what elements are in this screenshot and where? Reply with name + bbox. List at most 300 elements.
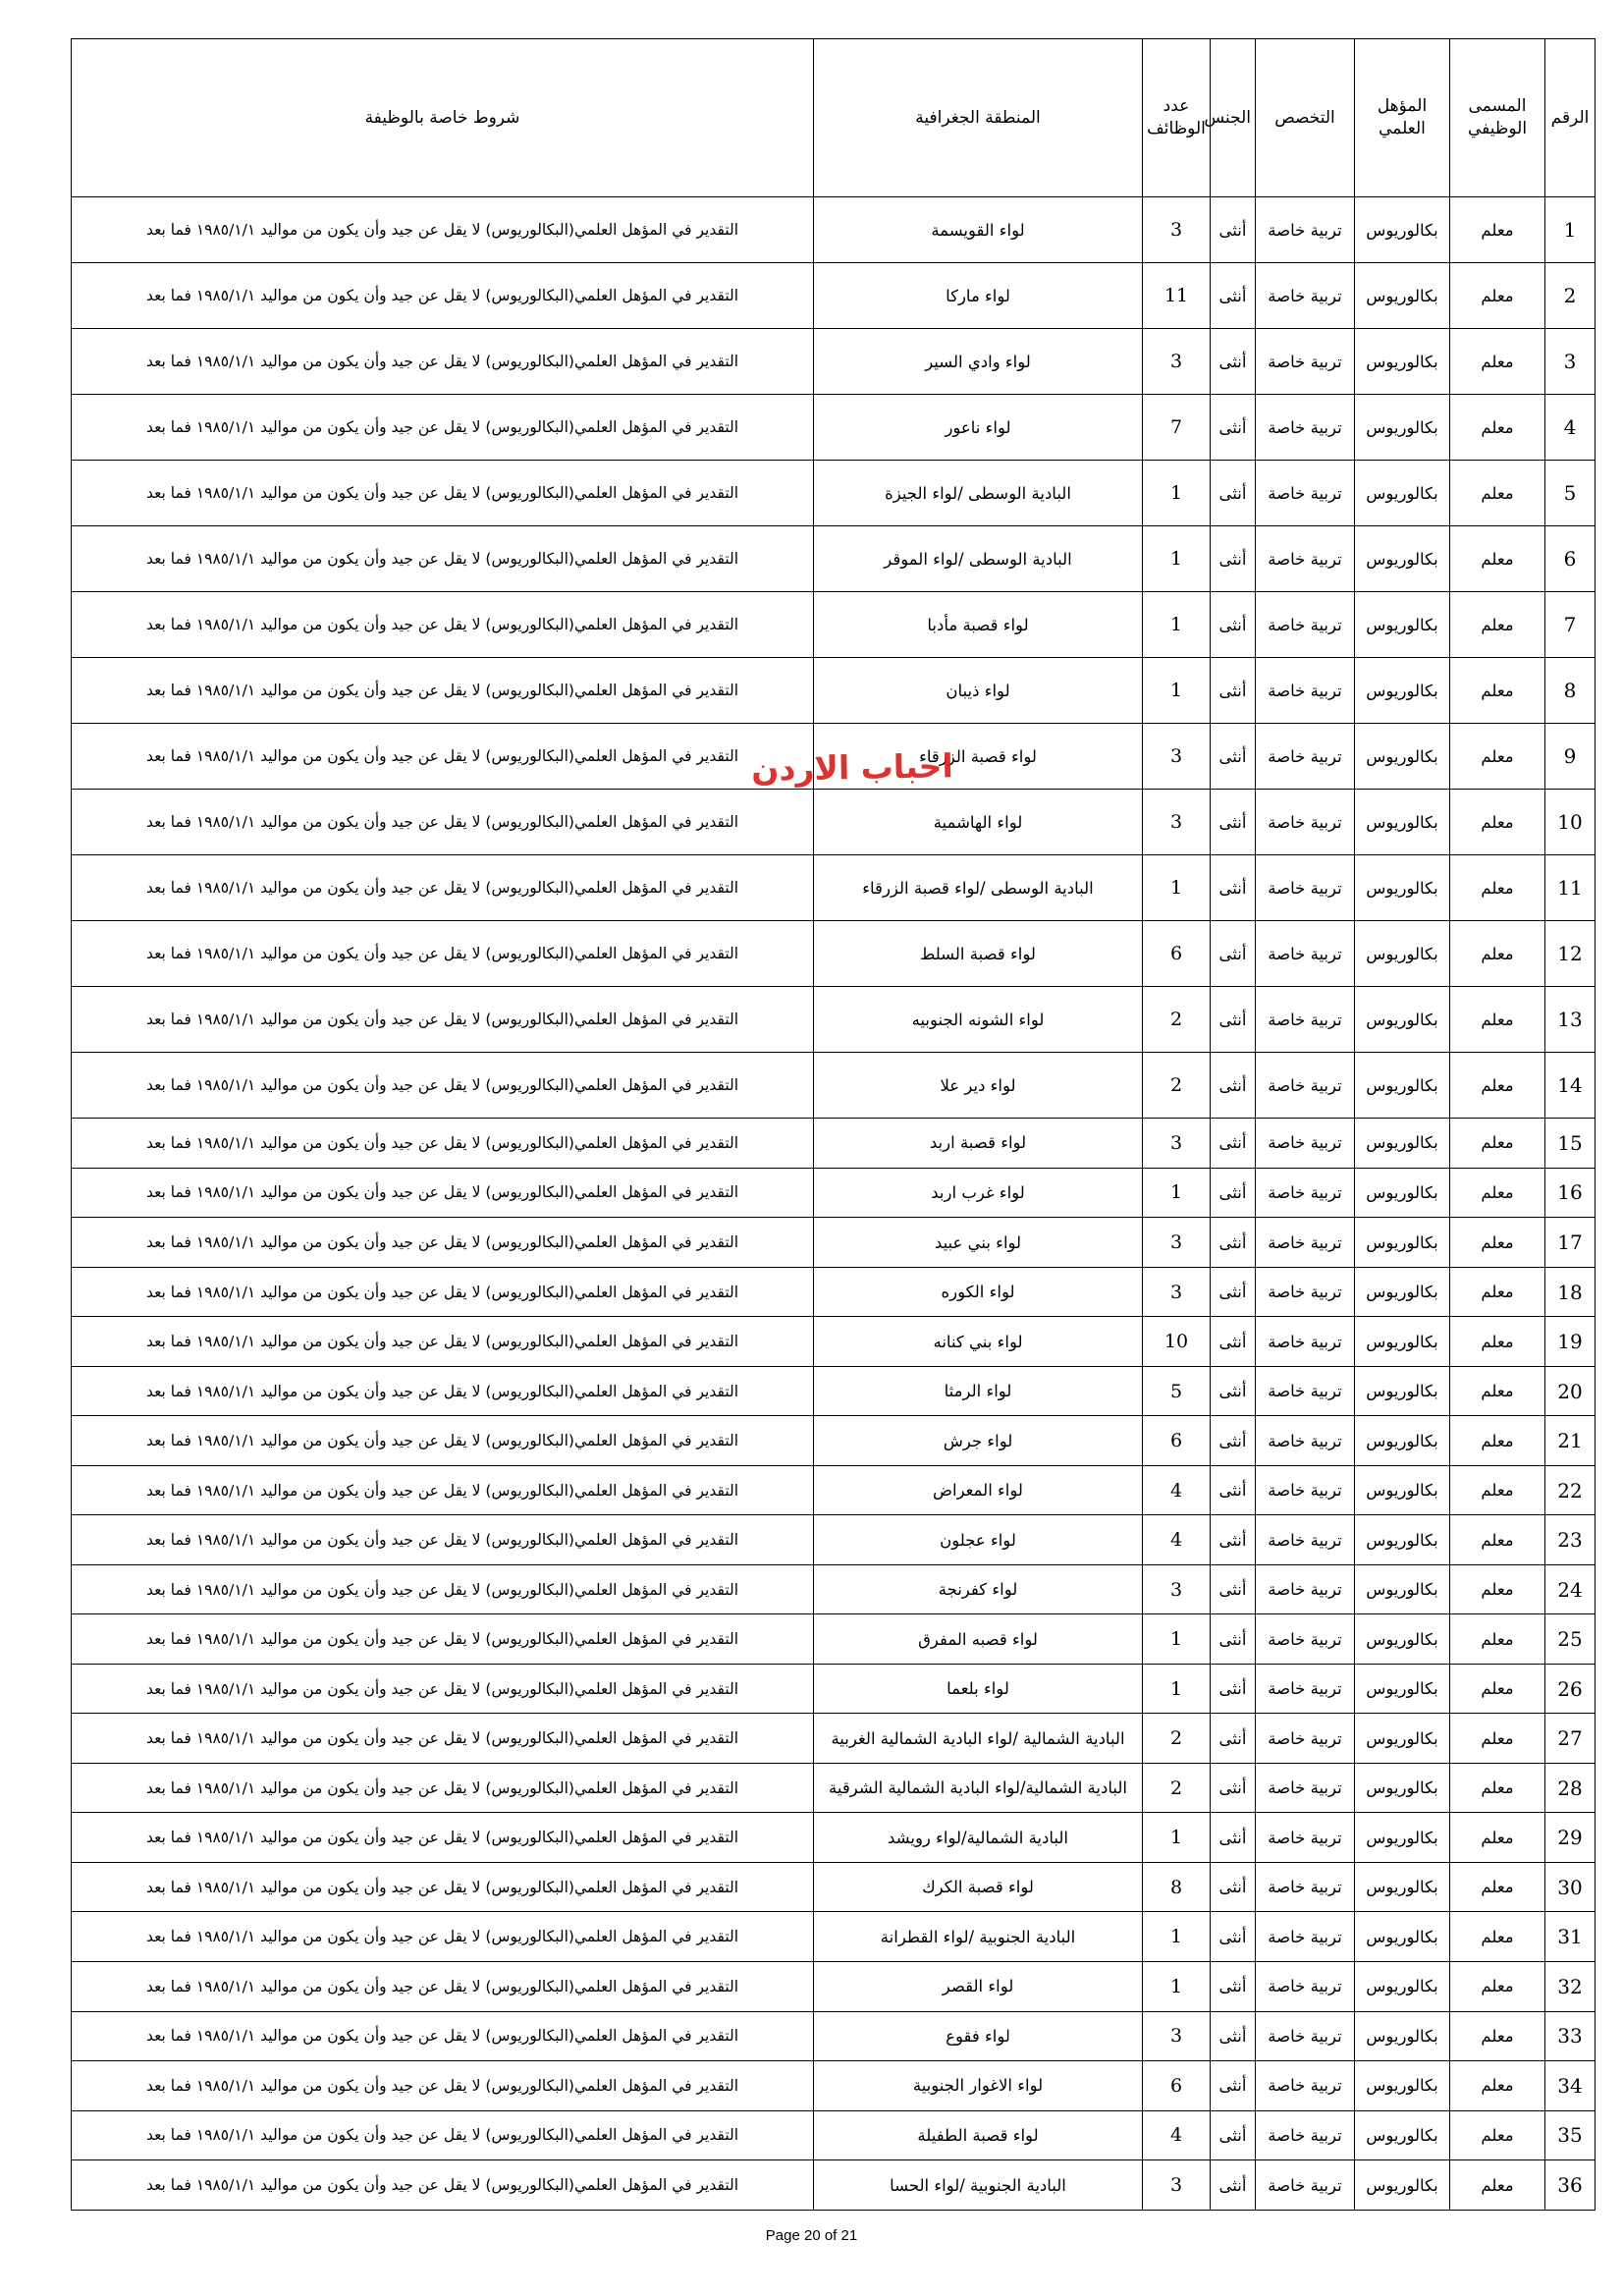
- conditions-cell: التقدير في المؤهل العلمي(البكالوريوس) لا يقل عن جيد وأن يكون من مواليد ١٩٨٥/١/١ فما بعد: [72, 526, 814, 592]
- qualification-cell: بكالوريوس: [1355, 1053, 1450, 1119]
- table-row: [72, 592, 1596, 658]
- gender-cell: أنثى: [1211, 2110, 1256, 2160]
- job-title-cell: معلم: [1450, 1053, 1545, 1119]
- gender-cell: أنثى: [1211, 263, 1256, 329]
- table-row: [72, 263, 1596, 329]
- conditions-cell: التقدير في المؤهل العلمي(البكالوريوس) لا يقل عن جيد وأن يكون من مواليد ١٩٨٥/١/١ فما بعد: [72, 1053, 814, 1119]
- specialization-cell: تربية خاصة: [1256, 1564, 1355, 1614]
- table-row: [72, 461, 1596, 526]
- job-title-cell: معلم: [1450, 1813, 1545, 1863]
- row-number-cell: 25: [1545, 1614, 1596, 1665]
- qualification-cell: بكالوريوس: [1355, 263, 1450, 329]
- job-count-cell: 2: [1143, 1714, 1211, 1764]
- conditions-cell: التقدير في المؤهل العلمي(البكالوريوس) لا يقل عن جيد وأن يكون من مواليد ١٩٨٥/١/١ فما بعد: [72, 2011, 814, 2061]
- row-number-cell: 22: [1545, 1465, 1596, 1515]
- specialization-cell: تربية خاصة: [1256, 2160, 1355, 2211]
- region-cell: لواء بلعما: [814, 1664, 1143, 1714]
- region-cell: البادية الجنوبية /لواء القطرانة: [814, 1912, 1143, 1962]
- specialization-cell: تربية خاصة: [1256, 1714, 1355, 1764]
- row-number-cell: 10: [1545, 790, 1596, 855]
- table-row: [72, 1168, 1596, 1218]
- gender-cell: أنثى: [1211, 921, 1256, 987]
- job-title-cell: معلم: [1450, 2011, 1545, 2061]
- specialization-cell: تربية خاصة: [1256, 461, 1355, 526]
- job-count-cell: 6: [1143, 2061, 1211, 2111]
- qualification-cell: بكالوريوس: [1355, 1317, 1450, 1367]
- conditions-cell: التقدير في المؤهل العلمي(البكالوريوس) لا يقل عن جيد وأن يكون من مواليد ١٩٨٥/١/١ فما بعد: [72, 263, 814, 329]
- job-count-cell: 6: [1143, 1416, 1211, 1466]
- region-cell: لواء بني كنانه: [814, 1317, 1143, 1367]
- job-title-cell: معلم: [1450, 1763, 1545, 1813]
- specialization-cell: تربية خاصة: [1256, 658, 1355, 724]
- table-row: [72, 1714, 1596, 1764]
- job-title-cell: معلم: [1450, 263, 1545, 329]
- gender-cell: أنثى: [1211, 395, 1256, 461]
- row-number-cell: 8: [1545, 658, 1596, 724]
- job-count-cell: 1: [1143, 1813, 1211, 1863]
- row-number-cell: 30: [1545, 1862, 1596, 1912]
- row-number-cell: 36: [1545, 2160, 1596, 2211]
- region-cell: البادية الشمالية /لواء البادية الشمالية الغربية: [814, 1714, 1143, 1764]
- gender-cell: أنثى: [1211, 724, 1256, 790]
- specialization-cell: تربية خاصة: [1256, 1813, 1355, 1863]
- specialization-cell: تربية خاصة: [1256, 1366, 1355, 1416]
- specialization-cell: تربية خاصة: [1256, 592, 1355, 658]
- row-number-cell: 23: [1545, 1515, 1596, 1565]
- qualification-cell: بكالوريوس: [1355, 2061, 1450, 2111]
- conditions-cell: التقدير في المؤهل العلمي(البكالوريوس) لا يقل عن جيد وأن يكون من مواليد ١٩٨٥/١/١ فما بعد: [72, 395, 814, 461]
- specialization-cell: تربية خاصة: [1256, 1614, 1355, 1665]
- qualification-cell: بكالوريوس: [1355, 461, 1450, 526]
- table-row: [72, 921, 1596, 987]
- job-title-cell: معلم: [1450, 592, 1545, 658]
- region-cell: لواء قصبة اربد: [814, 1119, 1143, 1169]
- row-number-cell: 24: [1545, 1564, 1596, 1614]
- job-title-cell: معلم: [1450, 1267, 1545, 1317]
- conditions-cell: التقدير في المؤهل العلمي(البكالوريوس) لا يقل عن جيد وأن يكون من مواليد ١٩٨٥/١/١ فما بعد: [72, 724, 814, 790]
- region-cell: لواء دير علا: [814, 1053, 1143, 1119]
- specialization-cell: تربية خاصة: [1256, 2061, 1355, 2111]
- gender-cell: أنثى: [1211, 1714, 1256, 1764]
- gender-cell: أنثى: [1211, 1465, 1256, 1515]
- qualification-cell: بكالوريوس: [1355, 1912, 1450, 1962]
- header-region: المنطقة الجغرافية: [814, 39, 1143, 197]
- job-title-cell: معلم: [1450, 526, 1545, 592]
- table-row: [72, 1416, 1596, 1466]
- gender-cell: أنثى: [1211, 1168, 1256, 1218]
- job-count-cell: 1: [1143, 855, 1211, 921]
- specialization-cell: تربية خاصة: [1256, 987, 1355, 1053]
- job-title-cell: معلم: [1450, 461, 1545, 526]
- region-cell: البادية الوسطى /لواء الجيزة: [814, 461, 1143, 526]
- conditions-cell: التقدير في المؤهل العلمي(البكالوريوس) لا يقل عن جيد وأن يكون من مواليد ١٩٨٥/١/١ فما بعد: [72, 592, 814, 658]
- gender-cell: أنثى: [1211, 1813, 1256, 1863]
- qualification-cell: بكالوريوس: [1355, 2011, 1450, 2061]
- job-count-cell: 1: [1143, 1168, 1211, 1218]
- gender-cell: أنثى: [1211, 461, 1256, 526]
- qualification-cell: بكالوريوس: [1355, 526, 1450, 592]
- row-number-cell: 3: [1545, 329, 1596, 395]
- region-cell: لواء الشونه الجنوبيه: [814, 987, 1143, 1053]
- gender-cell: أنثى: [1211, 592, 1256, 658]
- region-cell: البادية الجنوبية /لواء الحسا: [814, 2160, 1143, 2211]
- row-number-cell: 32: [1545, 1961, 1596, 2011]
- region-cell: لواء الاغوار الجنوبية: [814, 2061, 1143, 2111]
- header-number: الرقم: [1545, 39, 1596, 197]
- qualification-cell: بكالوريوس: [1355, 1664, 1450, 1714]
- table-row: [72, 1317, 1596, 1367]
- gender-cell: أنثى: [1211, 197, 1256, 263]
- table-row: [72, 1053, 1596, 1119]
- qualification-cell: بكالوريوس: [1355, 1366, 1450, 1416]
- header-row: [72, 39, 1596, 197]
- conditions-cell: التقدير في المؤهل العلمي(البكالوريوس) لا يقل عن جيد وأن يكون من مواليد ١٩٨٥/١/١ فما بعد: [72, 1912, 814, 1962]
- row-number-cell: 20: [1545, 1366, 1596, 1416]
- region-cell: لواء جرش: [814, 1416, 1143, 1466]
- specialization-cell: تربية خاصة: [1256, 1416, 1355, 1466]
- conditions-cell: التقدير في المؤهل العلمي(البكالوريوس) لا يقل عن جيد وأن يكون من مواليد ١٩٨٥/١/١ فما بعد: [72, 1515, 814, 1565]
- table-row: [72, 197, 1596, 263]
- specialization-cell: تربية خاصة: [1256, 1267, 1355, 1317]
- region-cell: لواء الكوره: [814, 1267, 1143, 1317]
- region-cell: لواء ماركا: [814, 263, 1143, 329]
- header-job-title: المسمى الوظيفي: [1450, 39, 1545, 197]
- region-cell: لواء قصبة الكرك: [814, 1862, 1143, 1912]
- job-count-cell: 4: [1143, 1515, 1211, 1565]
- specialization-cell: تربية خاصة: [1256, 1912, 1355, 1962]
- region-cell: لواء عجلون: [814, 1515, 1143, 1565]
- gender-cell: أنثى: [1211, 790, 1256, 855]
- row-number-cell: 19: [1545, 1317, 1596, 1367]
- job-title-cell: معلم: [1450, 1961, 1545, 2011]
- qualification-cell: بكالوريوس: [1355, 855, 1450, 921]
- table-row: [72, 1912, 1596, 1962]
- qualification-cell: بكالوريوس: [1355, 395, 1450, 461]
- conditions-cell: التقدير في المؤهل العلمي(البكالوريوس) لا يقل عن جيد وأن يكون من مواليد ١٩٨٥/١/١ فما بعد: [72, 1564, 814, 1614]
- job-count-cell: 2: [1143, 987, 1211, 1053]
- table-row: [72, 1366, 1596, 1416]
- qualification-cell: بكالوريوس: [1355, 790, 1450, 855]
- specialization-cell: تربية خاصة: [1256, 1119, 1355, 1169]
- gender-cell: أنثى: [1211, 1053, 1256, 1119]
- job-count-cell: 1: [1143, 592, 1211, 658]
- table-row: [72, 987, 1596, 1053]
- gender-cell: أنثى: [1211, 1564, 1256, 1614]
- header-gender: الجنس: [1211, 39, 1256, 197]
- job-count-cell: 3: [1143, 2011, 1211, 2061]
- table-row: [72, 1614, 1596, 1665]
- gender-cell: أنثى: [1211, 987, 1256, 1053]
- conditions-cell: التقدير في المؤهل العلمي(البكالوريوس) لا يقل عن جيد وأن يكون من مواليد ١٩٨٥/١/١ فما بعد: [72, 921, 814, 987]
- specialization-cell: تربية خاصة: [1256, 1862, 1355, 1912]
- qualification-cell: بكالوريوس: [1355, 2160, 1450, 2211]
- watermark-text: احباب الاردن: [750, 746, 954, 789]
- qualification-cell: بكالوريوس: [1355, 1465, 1450, 1515]
- table-row: [72, 1119, 1596, 1169]
- row-number-cell: 17: [1545, 1218, 1596, 1268]
- specialization-cell: تربية خاصة: [1256, 1515, 1355, 1565]
- job-count-cell: 3: [1143, 329, 1211, 395]
- region-cell: لواء قصبة الطفيلة: [814, 2110, 1143, 2160]
- region-cell: البادية الشمالية/لواء رويشد: [814, 1813, 1143, 1863]
- specialization-cell: تربية خاصة: [1256, 1168, 1355, 1218]
- region-cell: لواء قصبه المفرق: [814, 1614, 1143, 1665]
- table-row: [72, 1961, 1596, 2011]
- gender-cell: أنثى: [1211, 2160, 1256, 2211]
- jobs-table: [71, 38, 1596, 2211]
- row-number-cell: 1: [1545, 197, 1596, 263]
- job-count-cell: 11: [1143, 263, 1211, 329]
- region-cell: البادية الشمالية/لواء البادية الشمالية الشرقية: [814, 1763, 1143, 1813]
- job-title-cell: معلم: [1450, 1664, 1545, 1714]
- specialization-cell: تربية خاصة: [1256, 1465, 1355, 1515]
- job-title-cell: معلم: [1450, 1218, 1545, 1268]
- table-row: [72, 526, 1596, 592]
- specialization-cell: تربية خاصة: [1256, 395, 1355, 461]
- gender-cell: أنثى: [1211, 1515, 1256, 1565]
- job-count-cell: 3: [1143, 2160, 1211, 2211]
- gender-cell: أنثى: [1211, 658, 1256, 724]
- specialization-cell: تربية خاصة: [1256, 1317, 1355, 1367]
- qualification-cell: بكالوريوس: [1355, 1763, 1450, 1813]
- job-title-cell: معلم: [1450, 1564, 1545, 1614]
- qualification-cell: بكالوريوس: [1355, 2110, 1450, 2160]
- gender-cell: أنثى: [1211, 1267, 1256, 1317]
- gender-cell: أنثى: [1211, 329, 1256, 395]
- row-number-cell: 28: [1545, 1763, 1596, 1813]
- table-row: [72, 1813, 1596, 1863]
- qualification-cell: بكالوريوس: [1355, 921, 1450, 987]
- job-count-cell: 3: [1143, 1267, 1211, 1317]
- conditions-cell: التقدير في المؤهل العلمي(البكالوريوس) لا يقل عن جيد وأن يكون من مواليد ١٩٨٥/١/١ فما بعد: [72, 461, 814, 526]
- job-count-cell: 7: [1143, 395, 1211, 461]
- specialization-cell: تربية خاصة: [1256, 1218, 1355, 1268]
- region-cell: لواء غرب اربد: [814, 1168, 1143, 1218]
- row-number-cell: 12: [1545, 921, 1596, 987]
- row-number-cell: 26: [1545, 1664, 1596, 1714]
- job-title-cell: معلم: [1450, 921, 1545, 987]
- conditions-cell: التقدير في المؤهل العلمي(البكالوريوس) لا يقل عن جيد وأن يكون من مواليد ١٩٨٥/١/١ فما بعد: [72, 329, 814, 395]
- gender-cell: أنثى: [1211, 1366, 1256, 1416]
- region-cell: لواء الرمثا: [814, 1366, 1143, 1416]
- conditions-cell: التقدير في المؤهل العلمي(البكالوريوس) لا يقل عن جيد وأن يكون من مواليد ١٩٨٥/١/١ فما بعد: [72, 1416, 814, 1466]
- conditions-cell: التقدير في المؤهل العلمي(البكالوريوس) لا يقل عن جيد وأن يكون من مواليد ١٩٨٥/١/١ فما بعد: [72, 987, 814, 1053]
- conditions-cell: التقدير في المؤهل العلمي(البكالوريوس) لا يقل عن جيد وأن يكون من مواليد ١٩٨٥/١/١ فما بعد: [72, 1168, 814, 1218]
- specialization-cell: تربية خاصة: [1256, 724, 1355, 790]
- row-number-cell: 29: [1545, 1813, 1596, 1863]
- job-count-cell: 8: [1143, 1862, 1211, 1912]
- region-cell: لواء القصر: [814, 1961, 1143, 2011]
- region-cell: لواء قصبة الزرقاء: [814, 724, 1143, 790]
- job-title-cell: معلم: [1450, 1119, 1545, 1169]
- qualification-cell: بكالوريوس: [1355, 1218, 1450, 1268]
- region-cell: لواء ذيبان: [814, 658, 1143, 724]
- conditions-cell: التقدير في المؤهل العلمي(البكالوريوس) لا يقل عن جيد وأن يكون من مواليد ١٩٨٥/١/١ فما بعد: [72, 1813, 814, 1863]
- table-row: [72, 2110, 1596, 2160]
- conditions-cell: التقدير في المؤهل العلمي(البكالوريوس) لا يقل عن جيد وأن يكون من مواليد ١٩٨٥/١/١ فما بعد: [72, 1267, 814, 1317]
- specialization-cell: تربية خاصة: [1256, 1664, 1355, 1714]
- gender-cell: أنثى: [1211, 1416, 1256, 1466]
- qualification-cell: بكالوريوس: [1355, 1119, 1450, 1169]
- table-row: [72, 2160, 1596, 2211]
- conditions-cell: التقدير في المؤهل العلمي(البكالوريوس) لا يقل عن جيد وأن يكون من مواليد ١٩٨٥/١/١ فما بعد: [72, 855, 814, 921]
- job-title-cell: معلم: [1450, 1168, 1545, 1218]
- region-cell: لواء قصبة مأدبا: [814, 592, 1143, 658]
- gender-cell: أنثى: [1211, 2011, 1256, 2061]
- row-number-cell: 2: [1545, 263, 1596, 329]
- gender-cell: أنثى: [1211, 1317, 1256, 1367]
- gender-cell: أنثى: [1211, 1912, 1256, 1962]
- table-row: [72, 1862, 1596, 1912]
- gender-cell: أنثى: [1211, 855, 1256, 921]
- specialization-cell: تربية خاصة: [1256, 1053, 1355, 1119]
- job-count-cell: 6: [1143, 921, 1211, 987]
- header-qualification: المؤهل العلمي: [1355, 39, 1450, 197]
- qualification-cell: بكالوريوس: [1355, 1416, 1450, 1466]
- job-count-cell: 3: [1143, 790, 1211, 855]
- row-number-cell: 14: [1545, 1053, 1596, 1119]
- specialization-cell: تربية خاصة: [1256, 855, 1355, 921]
- job-count-cell: 5: [1143, 1366, 1211, 1416]
- job-count-cell: 1: [1143, 658, 1211, 724]
- region-cell: لواء المعراض: [814, 1465, 1143, 1515]
- gender-cell: أنثى: [1211, 526, 1256, 592]
- row-number-cell: 27: [1545, 1714, 1596, 1764]
- qualification-cell: بكالوريوس: [1355, 1961, 1450, 2011]
- region-cell: لواء ناعور: [814, 395, 1143, 461]
- conditions-cell: التقدير في المؤهل العلمي(البكالوريوس) لا يقل عن جيد وأن يكون من مواليد ١٩٨٥/١/١ فما بعد: [72, 1218, 814, 1268]
- gender-cell: أنثى: [1211, 1614, 1256, 1665]
- qualification-cell: بكالوريوس: [1355, 1714, 1450, 1764]
- qualification-cell: بكالوريوس: [1355, 724, 1450, 790]
- job-count-cell: 1: [1143, 1912, 1211, 1962]
- table-row: [72, 329, 1596, 395]
- qualification-cell: بكالوريوس: [1355, 1813, 1450, 1863]
- row-number-cell: 31: [1545, 1912, 1596, 1962]
- region-cell: لواء الهاشمية: [814, 790, 1143, 855]
- row-number-cell: 35: [1545, 2110, 1596, 2160]
- qualification-cell: بكالوريوس: [1355, 197, 1450, 263]
- qualification-cell: بكالوريوس: [1355, 1168, 1450, 1218]
- table-row: [72, 855, 1596, 921]
- row-number-cell: 16: [1545, 1168, 1596, 1218]
- row-number-cell: 11: [1545, 855, 1596, 921]
- row-number-cell: 21: [1545, 1416, 1596, 1466]
- conditions-cell: التقدير في المؤهل العلمي(البكالوريوس) لا يقل عن جيد وأن يكون من مواليد ١٩٨٥/١/١ فما بعد: [72, 1366, 814, 1416]
- specialization-cell: تربية خاصة: [1256, 2011, 1355, 2061]
- conditions-cell: التقدير في المؤهل العلمي(البكالوريوس) لا يقل عن جيد وأن يكون من مواليد ١٩٨٥/١/١ فما بعد: [72, 1465, 814, 1515]
- row-number-cell: 5: [1545, 461, 1596, 526]
- job-title-cell: معلم: [1450, 1614, 1545, 1665]
- job-count-cell: 1: [1143, 1614, 1211, 1665]
- job-count-cell: 1: [1143, 1664, 1211, 1714]
- job-count-cell: 4: [1143, 2110, 1211, 2160]
- specialization-cell: تربية خاصة: [1256, 526, 1355, 592]
- table-row: [72, 2011, 1596, 2061]
- specialization-cell: تربية خاصة: [1256, 263, 1355, 329]
- row-number-cell: 33: [1545, 2011, 1596, 2061]
- job-count-cell: 1: [1143, 461, 1211, 526]
- job-title-cell: معلم: [1450, 987, 1545, 1053]
- table-row: [72, 1515, 1596, 1565]
- qualification-cell: بكالوريوس: [1355, 1614, 1450, 1665]
- table-row: [72, 1664, 1596, 1714]
- region-cell: لواء القويسمة: [814, 197, 1143, 263]
- job-title-cell: معلم: [1450, 1714, 1545, 1764]
- gender-cell: أنثى: [1211, 1763, 1256, 1813]
- specialization-cell: تربية خاصة: [1256, 197, 1355, 263]
- specialization-cell: تربية خاصة: [1256, 2110, 1355, 2160]
- conditions-cell: التقدير في المؤهل العلمي(البكالوريوس) لا يقل عن جيد وأن يكون من مواليد ١٩٨٥/١/١ فما بعد: [72, 1614, 814, 1665]
- header-count: عدد الوظائف: [1143, 39, 1211, 197]
- job-title-cell: معلم: [1450, 2061, 1545, 2111]
- table-row: [72, 1218, 1596, 1268]
- table-row: [72, 395, 1596, 461]
- qualification-cell: بكالوريوس: [1355, 658, 1450, 724]
- job-title-cell: معلم: [1450, 658, 1545, 724]
- region-cell: لواء وادي السير: [814, 329, 1143, 395]
- job-title-cell: معلم: [1450, 724, 1545, 790]
- specialization-cell: تربية خاصة: [1256, 921, 1355, 987]
- gender-cell: أنثى: [1211, 1119, 1256, 1169]
- row-number-cell: 4: [1545, 395, 1596, 461]
- row-number-cell: 7: [1545, 592, 1596, 658]
- qualification-cell: بكالوريوس: [1355, 1515, 1450, 1565]
- job-title-cell: معلم: [1450, 1465, 1545, 1515]
- qualification-cell: بكالوريوس: [1355, 592, 1450, 658]
- job-count-cell: 1: [1143, 526, 1211, 592]
- job-title-cell: معلم: [1450, 1317, 1545, 1367]
- job-count-cell: 3: [1143, 1218, 1211, 1268]
- job-count-cell: 2: [1143, 1763, 1211, 1813]
- job-title-cell: معلم: [1450, 2160, 1545, 2211]
- job-title-cell: معلم: [1450, 395, 1545, 461]
- conditions-cell: التقدير في المؤهل العلمي(البكالوريوس) لا يقل عن جيد وأن يكون من مواليد ١٩٨٥/١/١ فما بعد: [72, 658, 814, 724]
- qualification-cell: بكالوريوس: [1355, 987, 1450, 1053]
- job-count-cell: 3: [1143, 724, 1211, 790]
- job-title-cell: معلم: [1450, 2110, 1545, 2160]
- gender-cell: أنثى: [1211, 1862, 1256, 1912]
- conditions-cell: التقدير في المؤهل العلمي(البكالوريوس) لا يقل عن جيد وأن يكون من مواليد ١٩٨٥/١/١ فما بعد: [72, 1714, 814, 1764]
- row-number-cell: 6: [1545, 526, 1596, 592]
- specialization-cell: تربية خاصة: [1256, 1961, 1355, 2011]
- job-title-cell: معلم: [1450, 1416, 1545, 1466]
- job-title-cell: معلم: [1450, 197, 1545, 263]
- job-title-cell: معلم: [1450, 790, 1545, 855]
- region-cell: لواء كفرنجة: [814, 1564, 1143, 1614]
- row-number-cell: 9: [1545, 724, 1596, 790]
- conditions-cell: التقدير في المؤهل العلمي(البكالوريوس) لا يقل عن جيد وأن يكون من مواليد ١٩٨٥/١/١ فما بعد: [72, 790, 814, 855]
- qualification-cell: بكالوريوس: [1355, 1862, 1450, 1912]
- conditions-cell: التقدير في المؤهل العلمي(البكالوريوس) لا يقل عن جيد وأن يكون من مواليد ١٩٨٥/١/١ فما بعد: [72, 1862, 814, 1912]
- region-cell: البادية الوسطى /لواء الموقر: [814, 526, 1143, 592]
- job-count-cell: 4: [1143, 1465, 1211, 1515]
- job-title-cell: معلم: [1450, 855, 1545, 921]
- job-count-cell: 2: [1143, 1053, 1211, 1119]
- region-cell: لواء فقوع: [814, 2011, 1143, 2061]
- specialization-cell: تربية خاصة: [1256, 1763, 1355, 1813]
- region-cell: لواء قصبة السلط: [814, 921, 1143, 987]
- conditions-cell: التقدير في المؤهل العلمي(البكالوريوس) لا يقل عن جيد وأن يكون من مواليد ١٩٨٥/١/١ فما بعد: [72, 2061, 814, 2111]
- job-title-cell: معلم: [1450, 329, 1545, 395]
- gender-cell: أنثى: [1211, 1218, 1256, 1268]
- table-row: [72, 1465, 1596, 1515]
- job-count-cell: 3: [1143, 1119, 1211, 1169]
- table-row: [72, 1564, 1596, 1614]
- job-count-cell: 1: [1143, 1961, 1211, 2011]
- job-title-cell: معلم: [1450, 1912, 1545, 1962]
- specialization-cell: تربية خاصة: [1256, 790, 1355, 855]
